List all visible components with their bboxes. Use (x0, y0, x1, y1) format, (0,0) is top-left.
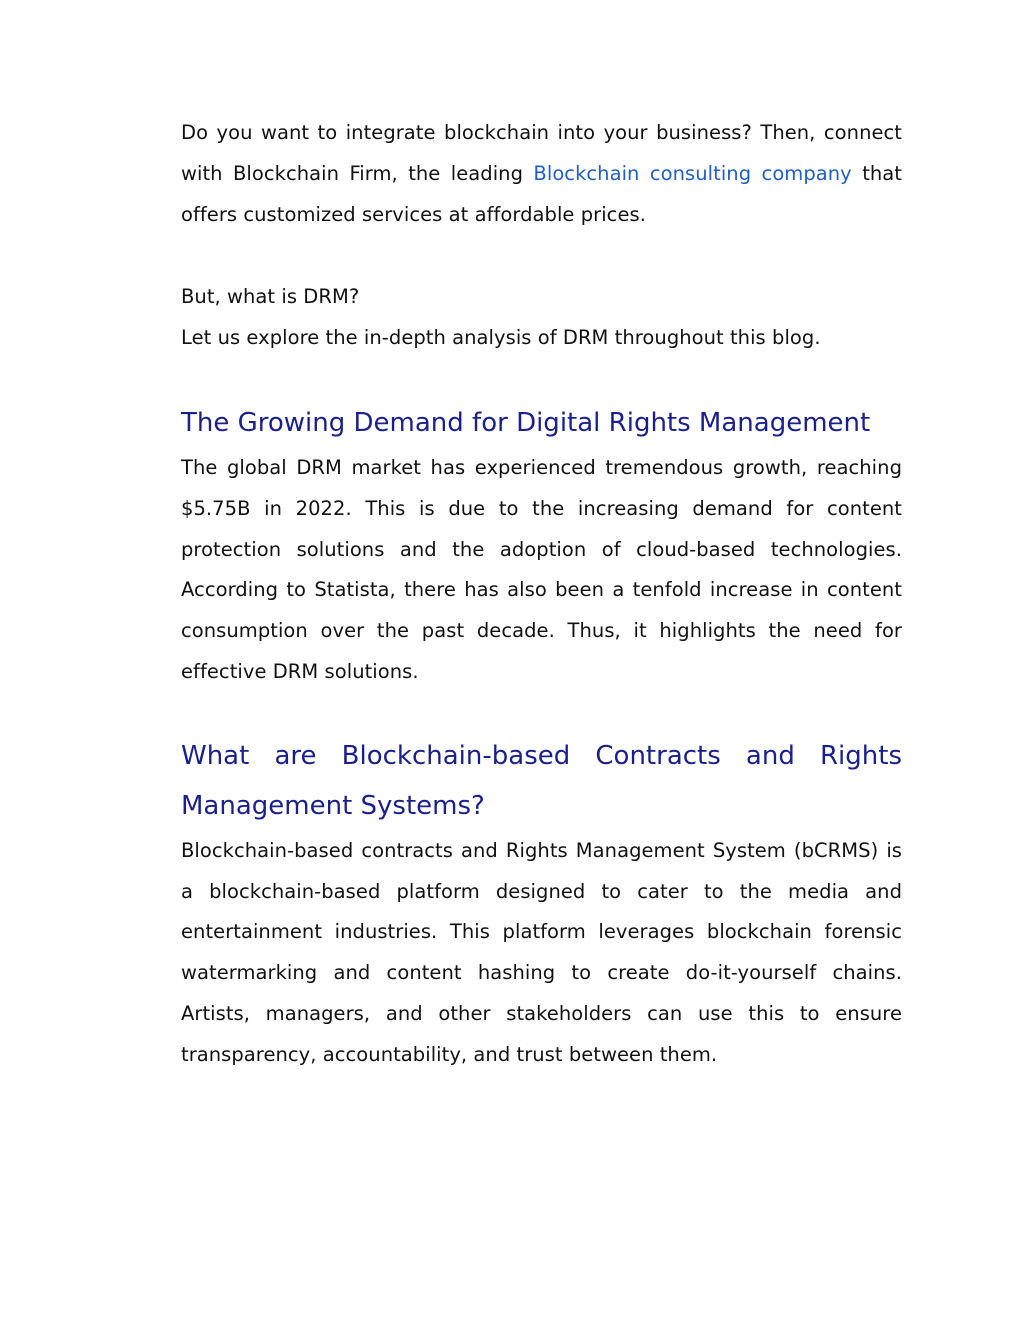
section-body-growing-demand: The global DRM market has experienced tremendous growth, reaching $5.75B in 2022. This is due to the increasing demand for content protection solutions and the adoption of cloud-based technologies. According to Statista, there has also been a tenfold increase in content consumption over the past decade. Thus, it highlights the need for effective DRM solutions. (181, 455, 902, 683)
explore-line: Let us explore the in-depth analysis of DRM throughout this blog. (181, 326, 821, 350)
section-heading-growing-demand: The Growing Demand for Digital Rights Management (181, 407, 871, 438)
section-heading-bcrms: What are Blockchain-based Contracts and Rights Management Systems? (181, 740, 902, 821)
section-body-bcrms: Blockchain-based contracts and Rights Management System (bCRMS) is a blockchain-based platform designed to cater to the media and entertainment industries. This platform leverages blockchain forensic watermarking and content hashing to create do-it-yourself chains. Artists, managers, and other stakeholders can use this to ensure transparency, accountability, and trust between them. (181, 838, 902, 1066)
intro-paragraph (181, 113, 902, 235)
blockchain-consulting-company-link[interactable]: Blockchain consulting company (533, 161, 852, 185)
intro-text-after-link: that offers customized services at affordable prices. (181, 161, 902, 226)
document-page (181, 113, 902, 1076)
intro-text-before-link: Do you want to integrate blockchain into your business? Then, connect with Blockchain Firm, the leading (181, 121, 902, 185)
drm-question-line: But, what is DRM? (181, 285, 360, 309)
